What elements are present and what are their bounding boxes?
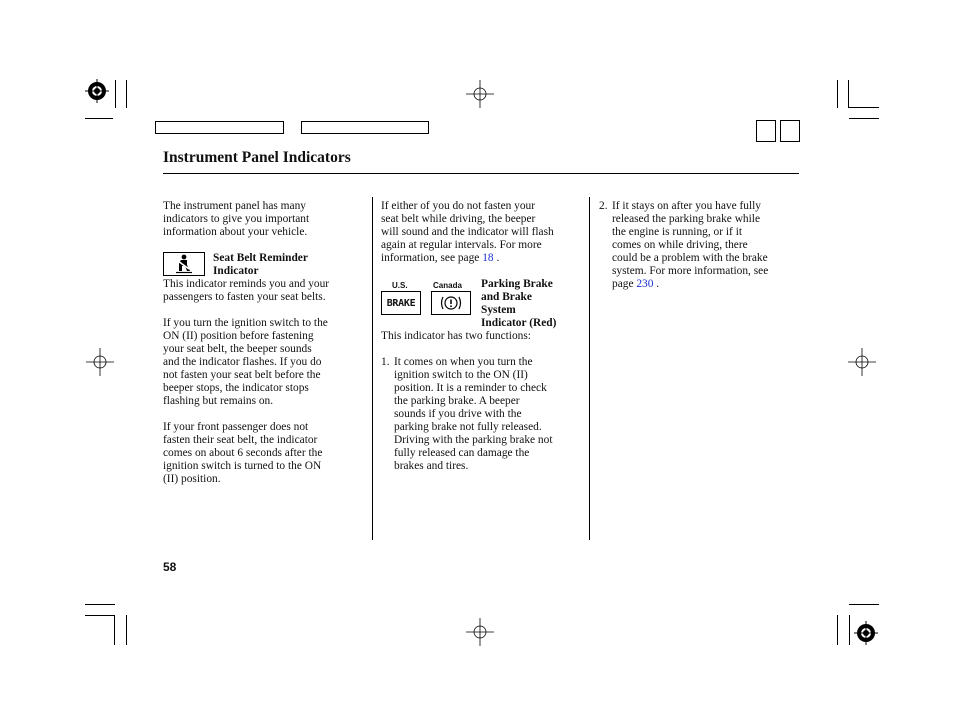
seatbelt-body (163, 278, 368, 499)
page-link-18[interactable]: 18 (482, 252, 494, 264)
nav-corner-box[interactable] (756, 120, 776, 142)
seatbelt-icon (173, 254, 195, 274)
registration-mark-icon (84, 78, 110, 104)
crop-mark (85, 615, 115, 616)
seatbelt-paragraph-3: If your front passenger does not fasten their seat belt, the indicator comes on about 6 seconds after the ignition switch is turned to the ON (II) position. (163, 421, 323, 485)
brake-warning-indicator-icon (431, 291, 471, 315)
canada-label: Canada (433, 281, 462, 290)
crop-mark (126, 80, 127, 108)
crosshair-icon (466, 80, 494, 108)
seatbelt-indicator-icon (163, 252, 205, 276)
intro-paragraph: The instrument panel has many indicators to give you important information about your vehicle. (163, 200, 310, 238)
crop-mark (837, 615, 838, 645)
crop-mark (115, 80, 116, 108)
crop-mark (849, 107, 879, 108)
nav-corner-box[interactable] (780, 120, 800, 142)
brake-icon: BRAKE (386, 297, 416, 309)
crop-mark (837, 80, 838, 108)
column-1 (163, 200, 368, 252)
column-3 (599, 200, 804, 304)
crop-mark (849, 615, 850, 645)
crop-mark (849, 118, 879, 119)
nav-tab-box[interactable] (301, 121, 429, 134)
brake-heading: Parking Brake and Brake System Indicator (Red) (481, 278, 557, 329)
crosshair-icon (466, 618, 494, 646)
crop-mark (126, 615, 127, 645)
title-divider (163, 173, 799, 174)
page-title: Instrument Panel Indicators (163, 149, 351, 166)
registration-mark-icon (853, 620, 879, 646)
crop-mark (114, 615, 115, 645)
column-divider (372, 197, 373, 540)
brake-indicator-icon (381, 291, 421, 315)
crop-mark (849, 604, 879, 605)
brake-warning-icon (438, 294, 464, 312)
list-item: 1. It comes on when you turn the ignition switch to the ON (II) position. It is a reminder to check the parking brake. A beeper sounds if you drive with the parking brake not fully released. Driving with the parking brake not fully released can damage the brakes and tires. (381, 356, 553, 472)
crosshair-icon (848, 348, 876, 376)
column-2-top (381, 200, 586, 278)
seatbelt-paragraph-1: This indicator reminds you and your passengers to fasten your seat belts. (163, 278, 330, 303)
nav-tab-box[interactable] (155, 121, 284, 134)
us-label: U.S. (392, 281, 408, 290)
page-link-230[interactable]: 230 (636, 278, 654, 290)
column-divider (589, 197, 590, 540)
column-2-body (381, 330, 586, 486)
seatbelt-heading: Seat Belt Reminder Indicator (213, 252, 308, 277)
crosshair-icon (86, 348, 114, 376)
list-item: 2. If it stays on after you have fully released the parking brake while the engine is running, or if it comes on while driving, there could be a problem with the brake system. For more information, see page 230 . (599, 200, 769, 290)
crop-mark (848, 80, 849, 108)
crop-mark (85, 118, 113, 119)
crop-mark (85, 604, 115, 605)
brake-functions-intro: This indicator has two functions: (381, 330, 531, 342)
seatbelt-paragraph-2: If you turn the ignition switch to the ON (II) position before fastening your seat belt, the beeper sounds and the indicator flashes. If you do not fasten your seat belt before the beeper stops, the indicator stops flashing but remains on. (163, 317, 328, 407)
page-number: 58 (163, 560, 177, 574)
seatbelt-continued-paragraph: If either of you do not fasten your seat belt while driving, the beeper will sound and the indicator will flash again at regular intervals. For more information, see page 18 . (381, 200, 554, 264)
